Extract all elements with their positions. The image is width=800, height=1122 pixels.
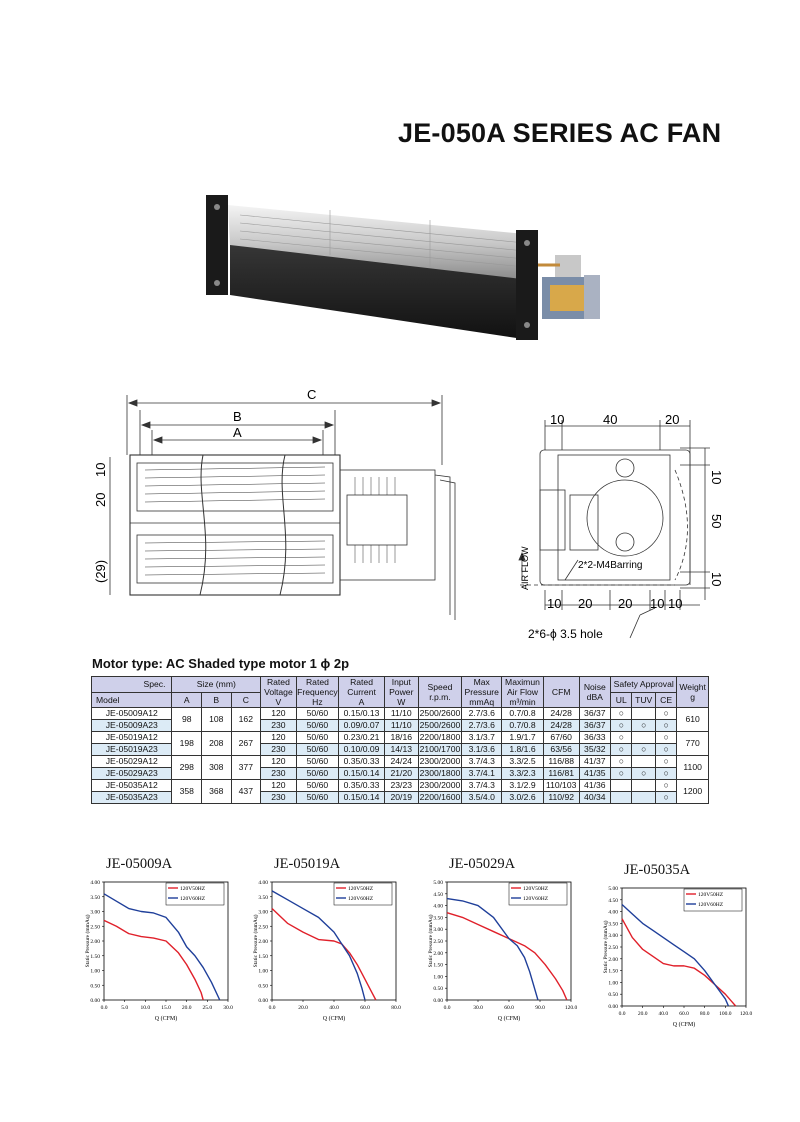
y-tick-label: 1.50: [90, 953, 100, 960]
spec-table: [91, 676, 709, 804]
a_cur-cell: 0.15/0.14: [339, 792, 385, 804]
series-line-120V50HZ: [104, 920, 203, 1000]
w-cell: 11/10: [384, 708, 418, 720]
size-b-cell: 108: [202, 708, 232, 732]
model-cell: JE-05035A12: [92, 780, 172, 792]
size-a-cell: 358: [172, 780, 202, 804]
x-axis-label: Q (CFM): [672, 1022, 696, 1028]
fan-product-photo: [200, 185, 620, 345]
legend-label: 120V60HZ: [523, 896, 549, 902]
w-cell: 23/23: [384, 780, 418, 792]
p-cell: 3.7/4.3: [462, 780, 502, 792]
x-tick-label: 20.0: [181, 1005, 192, 1011]
dim-bottom-4: 10: [650, 596, 665, 611]
size-b-cell: 308: [202, 756, 232, 780]
x-tick-label: 0.0: [100, 1005, 108, 1011]
cfm-cell: 116/81: [543, 768, 579, 780]
chart-2: [248, 850, 418, 1060]
dba-cell: 36/37: [579, 708, 611, 720]
dim-right-1: 10: [709, 470, 724, 485]
x-tick-label: 0.0: [268, 1005, 276, 1011]
model-header: Model: [92, 692, 172, 708]
weight-cell: 1200: [677, 780, 709, 804]
cfm-header: CFM: [543, 677, 579, 708]
y-tick-label: 1.00: [90, 968, 100, 975]
rpm-cell: 2100/1700: [419, 744, 461, 754]
y-tick-label: 0.50: [433, 986, 443, 993]
dba-cell: 36/37: [579, 720, 611, 732]
x-tick-label: 25.0: [202, 1005, 213, 1011]
y-tick-label: 5.00: [608, 886, 618, 892]
fan-body: [206, 195, 538, 340]
a_cur-cell: 0.10/0.09: [339, 744, 385, 756]
dim-left-29: (29): [93, 559, 108, 583]
hz-cell: 50/60: [296, 768, 338, 780]
series-line-120V60HZ: [272, 891, 365, 1000]
size-a-cell: 198: [172, 732, 202, 756]
model-cell: JE-05009A23: [92, 720, 172, 732]
v-cell: 120: [261, 756, 297, 768]
cfm-cell: 116/88: [543, 756, 579, 768]
legend-label: 120V60HZ: [698, 902, 724, 908]
y-axis-label: Static Pressure (mmAq): [603, 920, 609, 974]
chart-1: [80, 850, 250, 1060]
ce-cell: ○: [655, 792, 676, 804]
y-tick-label: 1.50: [608, 968, 618, 975]
chart-title: JE-05035A: [624, 862, 691, 878]
y-tick-label: 2.50: [433, 939, 443, 945]
size-header: Size (mm): [172, 677, 261, 693]
ul-cell: ○: [611, 708, 632, 720]
model-cell: JE-05029A23: [92, 768, 172, 780]
legend-label: 120V50HZ: [348, 886, 374, 892]
legend-label: 120V50HZ: [523, 886, 549, 892]
hz-cell: 50/60: [296, 720, 338, 732]
x-tick-label: 20.0: [298, 1005, 308, 1011]
y-tick-label: 3.50: [608, 921, 618, 928]
x-axis-label: Q (CFM): [497, 1016, 521, 1022]
a_cur-cell: 0.35/0.33: [339, 780, 385, 792]
barring-label: 2*2-M4Barring: [578, 560, 643, 571]
chart-title: JE-05009A: [106, 856, 173, 872]
y-tick-label: 4.00: [258, 880, 268, 886]
tuv-cell: ○: [632, 720, 655, 732]
weight-cell: 770: [677, 732, 709, 756]
end-view-drawing: [500, 410, 730, 650]
size-a-cell: 298: [172, 756, 202, 780]
tuv-cell: [632, 708, 655, 720]
y-tick-label: 1.00: [258, 968, 268, 975]
dba-cell: 41/35: [579, 768, 611, 780]
dim-bottom-3: 20: [618, 596, 633, 611]
frequency-header: Rated Frequency Hz: [297, 677, 338, 707]
rpm-cell: 2200/1600: [419, 792, 461, 802]
series-line-120V60HZ: [104, 894, 220, 1000]
x-tick-label: 40.0: [329, 1005, 339, 1011]
y-tick-label: 0.00: [433, 998, 443, 1004]
model-cell: JE-05035A23: [92, 792, 172, 804]
dba-cell: 41/36: [579, 780, 611, 792]
flow-cell: 0.7/0.8: [502, 708, 544, 720]
y-tick-label: 2.50: [258, 924, 268, 931]
chart-title: JE-05029A: [449, 856, 516, 872]
legend-label: 120V60HZ: [180, 896, 206, 902]
cfm-cell: 67/60: [543, 732, 579, 744]
dim-bottom-1: 10: [547, 596, 562, 611]
airflow-header: Maximun Air Flow m³/min: [502, 677, 544, 708]
pressure-header: Max Pressure mmAq: [462, 677, 502, 708]
y-tick-label: 3.00: [90, 909, 100, 916]
y-tick-label: 0.00: [608, 1004, 618, 1010]
hz-cell: 50/60: [296, 708, 338, 720]
flow-cell: 0.7/0.8: [502, 720, 544, 732]
ce-header: CE: [655, 692, 676, 708]
x-tick-label: 40.0: [658, 1011, 669, 1017]
rpm-cell: 2200/1800: [419, 732, 461, 742]
speed-header: Speed r.p.m.: [418, 677, 462, 708]
x-tick-label: 60.0: [360, 1005, 370, 1011]
x-tick-label: 80.0: [699, 1011, 710, 1017]
y-tick-label: 3.00: [608, 933, 618, 940]
tuv-cell: ○: [632, 768, 655, 780]
v-cell: 230: [261, 792, 297, 804]
dba-cell: 35/32: [579, 744, 611, 756]
current-header: Rated Current A: [339, 677, 385, 708]
x-axis-label: Q (CFM): [322, 1016, 346, 1022]
dim-left-20: 20: [93, 492, 108, 507]
hz-cell: 50/60: [296, 792, 338, 804]
chart-svg: [248, 850, 418, 1060]
size-b-header: B: [202, 692, 232, 708]
y-tick-label: 1.00: [433, 974, 443, 981]
voltage-header: Rated Voltage V: [261, 677, 297, 708]
w-cell: 14/13: [384, 744, 418, 756]
p-cell: 3.1/3.6: [462, 744, 502, 756]
flow-cell: 3.1/2.9: [502, 780, 544, 792]
dba-cell: 40/34: [579, 792, 611, 804]
ce-cell: ○: [655, 744, 676, 756]
ce-cell: ○: [655, 780, 676, 792]
table-row: [92, 780, 709, 792]
a_cur-cell: 0.35/0.33: [339, 756, 385, 768]
ce-cell: ○: [655, 708, 676, 720]
ce-cell: ○: [655, 732, 676, 744]
cfm-cell: 24/28: [543, 720, 579, 732]
v-cell: 230: [261, 720, 297, 732]
dim-a-label: A: [233, 425, 242, 440]
x-tick-label: 10.0: [140, 1005, 151, 1011]
p-cell: 3.1/3.7: [462, 732, 502, 744]
safety-header: Safety Approval: [611, 677, 677, 693]
x-tick-label: 100.0: [719, 1011, 732, 1017]
spec-header: Spec.: [92, 677, 172, 693]
x-tick-label: 15.0: [161, 1005, 171, 1011]
tuv-cell: [632, 792, 655, 804]
x-tick-label: 60.0: [504, 1005, 514, 1011]
dim-right-2: 50: [709, 514, 724, 529]
y-tick-label: 3.00: [258, 909, 268, 916]
v-cell: 230: [261, 768, 297, 780]
ul-cell: ○: [611, 732, 632, 744]
y-tick-label: 3.50: [433, 915, 443, 922]
ce-cell: ○: [655, 756, 676, 768]
ul-cell: [611, 780, 632, 792]
y-tick-label: 1.00: [608, 980, 618, 987]
x-tick-label: 30.0: [223, 1005, 233, 1011]
table-row: [92, 708, 709, 720]
dim-right-3: 10: [709, 572, 724, 587]
p-cell: 3.5/4.0: [462, 792, 502, 804]
y-tick-label: 0.50: [608, 992, 618, 999]
x-tick-label: 0.0: [618, 1011, 626, 1017]
weight-header: Weight g: [677, 677, 709, 708]
y-tick-label: 1.50: [433, 962, 443, 969]
tuv-header: TUV: [632, 692, 655, 708]
series-line-120V60HZ: [447, 899, 538, 1000]
tuv-cell: [632, 732, 655, 744]
flow-cell: 1.8/1.6: [502, 744, 544, 756]
series-line-120V50HZ: [447, 913, 567, 1000]
y-tick-label: 3.50: [90, 894, 100, 901]
weight-cell: 610: [677, 708, 709, 732]
table-row: [92, 756, 709, 768]
x-tick-label: 5.0: [121, 1005, 129, 1011]
flow-cell: 3.3/2.3: [502, 768, 544, 780]
dim-top-1: 10: [550, 412, 565, 427]
dim-top-3: 20: [665, 412, 680, 427]
p-cell: 3.7/4.3: [462, 756, 502, 768]
model-cell: JE-05009A12: [92, 708, 172, 720]
a_cur-cell: 0.09/0.07: [339, 720, 385, 732]
x-tick-label: 0.0: [443, 1005, 451, 1011]
x-tick-label: 120.0: [564, 1005, 578, 1011]
w-cell: 20/19: [384, 792, 418, 804]
legend-label: 120V50HZ: [180, 886, 206, 892]
chart-svg: [80, 850, 250, 1060]
x-tick-label: 60.0: [679, 1011, 689, 1017]
size-c-cell: 377: [231, 756, 261, 780]
p-cell: 2.7/3.6: [462, 708, 502, 720]
y-tick-label: 5.00: [433, 880, 443, 886]
y-tick-label: 3.50: [258, 894, 268, 901]
model-cell: JE-05019A23: [92, 744, 172, 756]
chart-title: JE-05019A: [274, 856, 341, 872]
motor-type-heading: Motor type: AC Shaded type motor 1 ϕ 2p: [92, 656, 350, 671]
y-tick-label: 2.50: [90, 924, 100, 931]
flow-cell: 3.3/2.5: [502, 756, 544, 768]
model-cell: JE-05019A12: [92, 732, 172, 744]
size-a-cell: 98: [172, 708, 202, 732]
ul-cell: [611, 792, 632, 804]
cfm-cell: 63/56: [543, 744, 579, 756]
y-tick-label: 4.50: [608, 897, 618, 904]
ul-header: UL: [611, 692, 632, 708]
hz-cell: 50/60: [296, 756, 338, 768]
series-line-120V50HZ: [622, 919, 736, 1006]
x-tick-label: 120.0: [739, 1011, 753, 1017]
tuv-cell: ○: [632, 744, 655, 756]
y-tick-label: 4.50: [433, 891, 443, 898]
chart-3: [423, 850, 593, 1060]
legend-label: 120V50HZ: [698, 892, 724, 898]
w-cell: 11/10: [384, 720, 418, 732]
dim-c-label: C: [307, 387, 317, 402]
y-axis-label: Static Pressure (mmAq): [253, 914, 259, 968]
hz-cell: 50/60: [296, 780, 338, 792]
size-c-header: C: [231, 692, 261, 708]
w-cell: 21/20: [384, 768, 418, 780]
v-cell: 120: [261, 708, 297, 720]
table-row: [92, 732, 709, 744]
dim-left-10: 10: [93, 462, 108, 477]
y-tick-label: 2.50: [608, 945, 618, 951]
cfm-cell: 24/28: [543, 708, 579, 720]
size-b-cell: 368: [202, 780, 232, 804]
p-cell: 2.7/3.6: [462, 720, 502, 732]
y-tick-label: 2.00: [258, 939, 268, 945]
dba-cell: 36/33: [579, 732, 611, 744]
dim-bottom-5: 10: [668, 596, 683, 611]
x-tick-label: 30.0: [473, 1005, 483, 1011]
p-cell: 3.7/4.1: [462, 768, 502, 780]
y-tick-label: 0.50: [90, 983, 100, 990]
a_cur-cell: 0.15/0.13: [339, 708, 385, 720]
y-tick-label: 4.00: [90, 880, 100, 886]
cfm-cell: 110/103: [543, 780, 579, 792]
size-a-header: A: [172, 692, 202, 708]
x-tick-label: 80.0: [391, 1005, 401, 1011]
motor-assembly: [538, 255, 600, 319]
legend-label: 120V60HZ: [348, 896, 374, 902]
noise-header: Noise dBA: [579, 677, 611, 708]
y-tick-label: 0.50: [258, 983, 268, 990]
ul-cell: ○: [611, 744, 632, 756]
series-line-120V60HZ: [622, 905, 728, 1006]
ce-cell: ○: [655, 768, 676, 780]
hz-cell: 50/60: [296, 744, 338, 756]
y-tick-label: 2.00: [433, 950, 443, 957]
flow-cell: 1.9/1.7: [502, 732, 544, 744]
chart-4: [598, 856, 770, 1066]
y-tick-label: 0.00: [258, 998, 268, 1004]
y-axis-label: Static Pressure (mmAq): [85, 914, 91, 968]
rpm-cell: 2500/2600: [419, 708, 461, 718]
x-tick-label: 20.0: [637, 1011, 648, 1017]
a_cur-cell: 0.15/0.14: [339, 768, 385, 780]
v-cell: 230: [261, 744, 297, 756]
weight-cell: 1100: [677, 756, 709, 780]
rpm-cell: 2300/2000: [419, 780, 461, 790]
dba-cell: 41/37: [579, 756, 611, 768]
y-tick-label: 2.00: [90, 939, 100, 945]
tuv-cell: [632, 780, 655, 792]
v-cell: 120: [261, 780, 297, 792]
size-c-cell: 162: [231, 708, 261, 732]
model-cell: JE-05029A12: [92, 756, 172, 768]
page-title: JE-050A SERIES AC FAN: [398, 118, 722, 148]
tuv-cell: [632, 756, 655, 768]
side-view-drawing: [85, 385, 485, 625]
hole-label: 2*6-ϕ 3.5 hole: [528, 627, 603, 641]
size-b-cell: 208: [202, 732, 232, 756]
y-tick-label: 4.00: [608, 909, 618, 916]
y-tick-label: 2.00: [608, 956, 618, 963]
flow-cell: 3.0/2.6: [502, 792, 544, 804]
hz-cell: 50/60: [296, 732, 338, 744]
ul-cell: ○: [611, 768, 632, 780]
chart-svg: [423, 850, 593, 1060]
v-cell: 120: [261, 732, 297, 744]
w-cell: 24/24: [384, 756, 418, 768]
a_cur-cell: 0.23/0.21: [339, 732, 385, 744]
air-flow-label: AIR FLOW: [520, 546, 530, 590]
y-tick-label: 0.00: [90, 998, 100, 1004]
y-tick-label: 1.50: [258, 953, 268, 960]
ce-cell: ○: [655, 720, 676, 732]
y-tick-label: 4.00: [433, 903, 443, 910]
ul-cell: ○: [611, 720, 632, 732]
power-header: Input Power W: [384, 677, 418, 708]
rpm-cell: 2500/2600: [419, 720, 461, 730]
y-tick-label: 3.00: [433, 927, 443, 934]
rpm-cell: 2300/2000: [419, 756, 461, 766]
w-cell: 18/16: [384, 732, 418, 744]
y-axis-label: Static Pressure (mmAq): [428, 914, 434, 968]
chart-svg: [598, 856, 770, 1066]
size-c-cell: 437: [231, 780, 261, 804]
rpm-cell: 2300/1800: [419, 768, 461, 778]
dim-top-2: 40: [603, 412, 618, 427]
cfm-cell: 110/92: [543, 792, 579, 804]
dim-b-label: B: [233, 409, 242, 424]
x-tick-label: 90.0: [535, 1005, 545, 1011]
dim-bottom-2: 20: [578, 596, 593, 611]
ul-cell: ○: [611, 756, 632, 768]
x-axis-label: Q (CFM): [154, 1016, 178, 1022]
size-c-cell: 267: [231, 732, 261, 756]
